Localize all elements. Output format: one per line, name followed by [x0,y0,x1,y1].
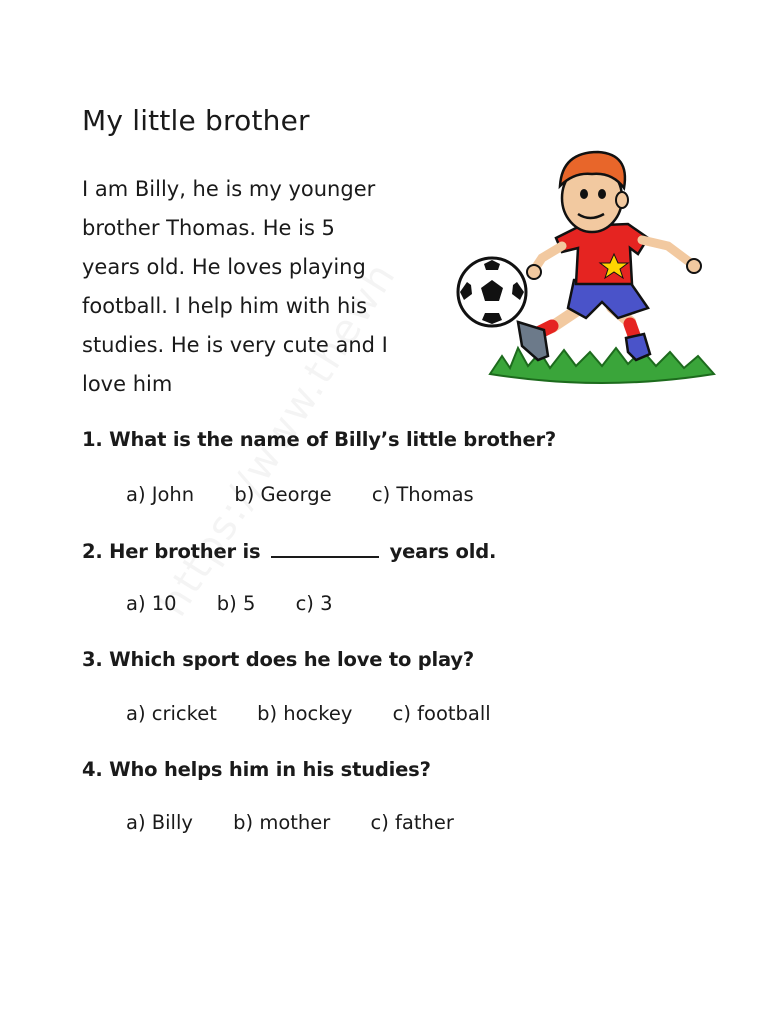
option-c[interactable]: c) 3 [295,592,333,615]
passage-line: brother Thomas. He is 5 [82,216,335,240]
passage-line: football. I help him with his [82,294,368,318]
option-c[interactable]: c) football [392,702,491,725]
question-3: 3. Which sport does he love to play? [82,648,474,671]
grass [490,348,714,383]
option-a[interactable]: a) cricket [126,702,217,725]
passage-line: years old. He loves playing [82,255,366,279]
option-a[interactable]: a) 10 [126,592,177,615]
option-b[interactable]: b) 5 [216,592,256,615]
option-b[interactable]: b) George [234,483,332,506]
passage-line: studies. He is very cute and I [82,333,388,357]
option-c[interactable]: c) Thomas [371,483,474,506]
options-3 [126,702,523,725]
option-b[interactable]: b) hockey [257,702,353,725]
boy-kicking-football-illustration [452,142,722,402]
passage-line: I am Billy, he is my younger [82,177,376,201]
passage-line: love him [82,372,173,396]
page-title: My little brother [82,104,310,137]
options-1 [126,483,506,506]
question-4: 4. Who helps him in his studies? [82,758,431,781]
question-2-end: years old. [389,540,497,563]
answer-blank[interactable] [271,538,379,558]
options-2 [126,592,365,615]
question-1: 1. What is the name of Billy’s little brother? [82,428,557,451]
options-4 [126,811,486,834]
option-a[interactable]: a) John [126,483,195,506]
football-icon [458,258,526,326]
question-2-start: 2. Her brother is [82,540,261,563]
option-b[interactable]: b) mother [233,811,331,834]
option-a[interactable]: a) Billy [126,811,193,834]
question-2 [82,538,496,563]
reading-passage [82,170,422,404]
option-c[interactable]: c) father [370,811,454,834]
